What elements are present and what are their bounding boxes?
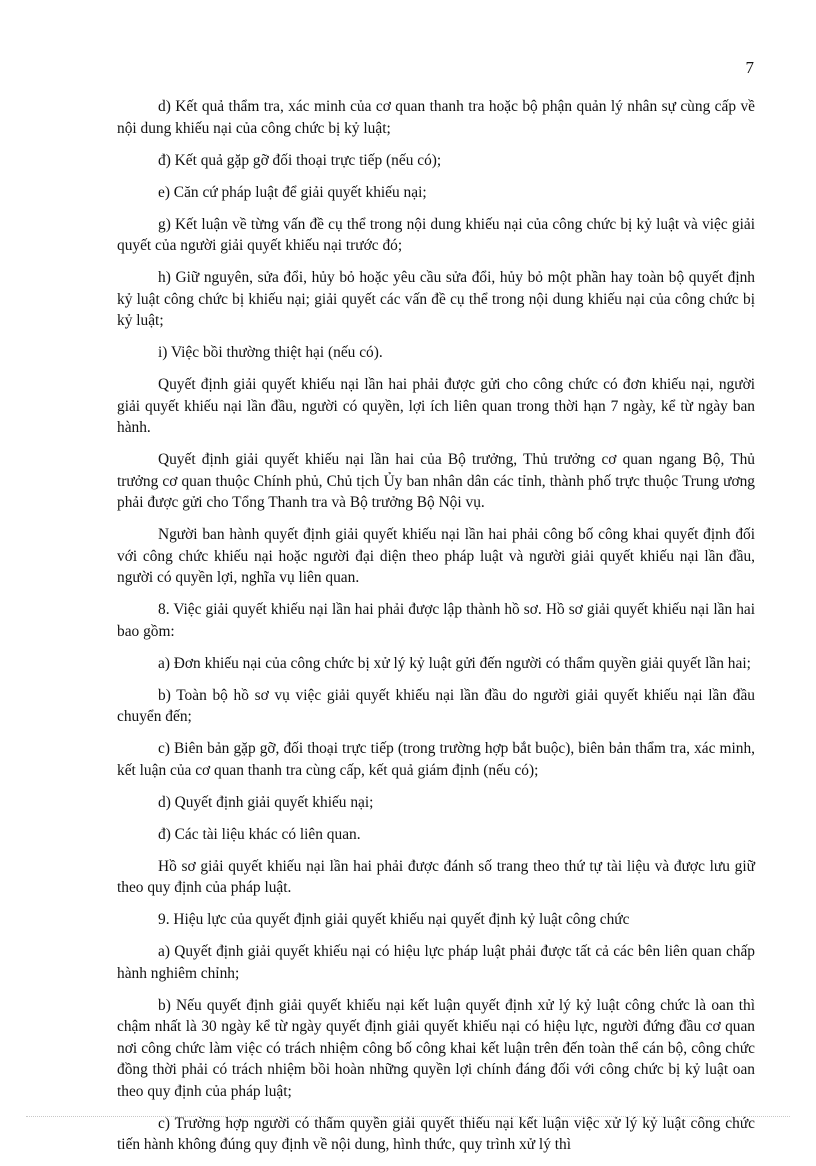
paragraph: c) Trường hợp người có thẩm quyền giải quyết thiếu nại kết luận việc xử lý kỷ luật công chức tiến hành không đúng quy định về nội dung, hình thức, quy trình xử lý thì bbox=[117, 1114, 755, 1153]
page-number: 7 bbox=[745, 58, 754, 77]
paragraph: c) Biên bản gặp gỡ, đối thoại trực tiếp (trong trường hợp bắt buộc), biên bản thẩm tra, xác minh, kết luận của cơ quan thanh tra cùng cấp, kết quả giám định (nếu có); bbox=[117, 740, 755, 779]
paragraph: đ) Kết quả gặp gỡ đối thoại trực tiếp (nếu có); bbox=[158, 151, 442, 169]
paragraph: Người ban hành quyết định giải quyết khiếu nại lần hai phải công bố công khai quyết định đối với công chức khiếu nại hoặc người đại diện theo pháp luật và người giải quyết khiếu nại lần đầu, người có quyền lợi, nghĩa vụ liên quan. bbox=[117, 526, 755, 586]
paragraph: a) Quyết định giải quyết khiếu nại có hiệu lực pháp luật phải được tất cả các bên liên quan chấp hành nghiêm chỉnh; bbox=[117, 943, 755, 982]
paragraph: i) Việc bồi thường thiệt hại (nếu có). bbox=[158, 344, 383, 361]
paragraph: a) Đơn khiếu nại của công chức bị xử lý kỷ luật gửi đến người có thẩm quyền giải quyết lần hai; bbox=[158, 654, 751, 672]
paragraph: Quyết định giải quyết khiếu nại lần hai của Bộ trưởng, Thủ trưởng cơ quan ngang Bộ, Thủ trưởng cơ quan thuộc Chính phủ, Chủ tịch Ủy ban nhân dân các tỉnh, thành phố trực thuộc Trung ương phải được gửi cho Tổng Thanh tra và Bộ trưởng Bộ Nội vụ. bbox=[117, 451, 755, 511]
paragraph: d) Kết quả thẩm tra, xác minh của cơ quan thanh tra hoặc bộ phận quản lý nhân sự cùng cấp về nội dung khiếu nại của công chức bị kỷ luật; bbox=[117, 98, 755, 137]
paragraph: Hồ sơ giải quyết khiếu nại lần hai phải được đánh số trang theo thứ tự tài liệu và được lưu giữ theo quy định của pháp luật. bbox=[117, 857, 755, 896]
paragraph: h) Giữ nguyên, sửa đổi, hủy bỏ hoặc yêu cầu sửa đổi, hủy bỏ một phần hay toàn bộ quyết định kỷ luật công chức bị khiếu nại; giải quyết các vấn đề cụ thể trong nội dung khiếu nại của công chức bị kỷ luật; bbox=[117, 269, 755, 329]
paragraph: g) Kết luận về từng vấn đề cụ thể trong nội dung khiếu nại của công chức bị kỷ luật và việc giải quyết của người giải quyết khiếu nại trước đó; bbox=[117, 215, 755, 254]
paragraph: 9. Hiệu lực của quyết định giải quyết khiếu nại quyết định kỷ luật công chức bbox=[158, 911, 630, 928]
paragraph: b) Nếu quyết định giải quyết khiếu nại kết luận quyết định xử lý kỷ luật công chức là oan thì chậm nhất là 30 ngày kể từ ngày quyết định giải quyết khiếu nại có hiệu lực, người đứng đầu cơ quan nơi công chức làm việc có trách nhiệm công bố công khai kết luận trên đến toàn thể cán bộ, công chức đồng thời phải có trách nhiệm bồi hoàn những quyền lợi chính đáng đối với công chức bị kỷ luật oan theo quy định của pháp luật; bbox=[117, 996, 755, 1100]
paragraph: Quyết định giải quyết khiếu nại lần hai phải được gửi cho công chức có đơn khiếu nại, người giải quyết khiếu nại lần đầu, người có quyền, lợi ích liên quan trong thời hạn 7 ngày, kể từ ngày ban hành. bbox=[117, 376, 755, 436]
paragraph: b) Toàn bộ hồ sơ vụ việc giải quyết khiếu nại lần đầu do người giải quyết khiếu nại lần đầu chuyển đến; bbox=[117, 686, 755, 725]
document-body bbox=[117, 96, 755, 1166]
paragraph: 8. Việc giải quyết khiếu nại lần hai phải được lập thành hồ sơ. Hồ sơ giải quyết khiếu nại lần hai bao gồm: bbox=[117, 601, 755, 640]
paragraph: d) Quyết định giải quyết khiếu nại; bbox=[158, 793, 374, 811]
paragraph: e) Căn cứ pháp luật để giải quyết khiếu nại; bbox=[158, 183, 427, 201]
paragraph: đ) Các tài liệu khác có liên quan. bbox=[158, 825, 361, 843]
page-bottom-divider bbox=[26, 1116, 790, 1117]
